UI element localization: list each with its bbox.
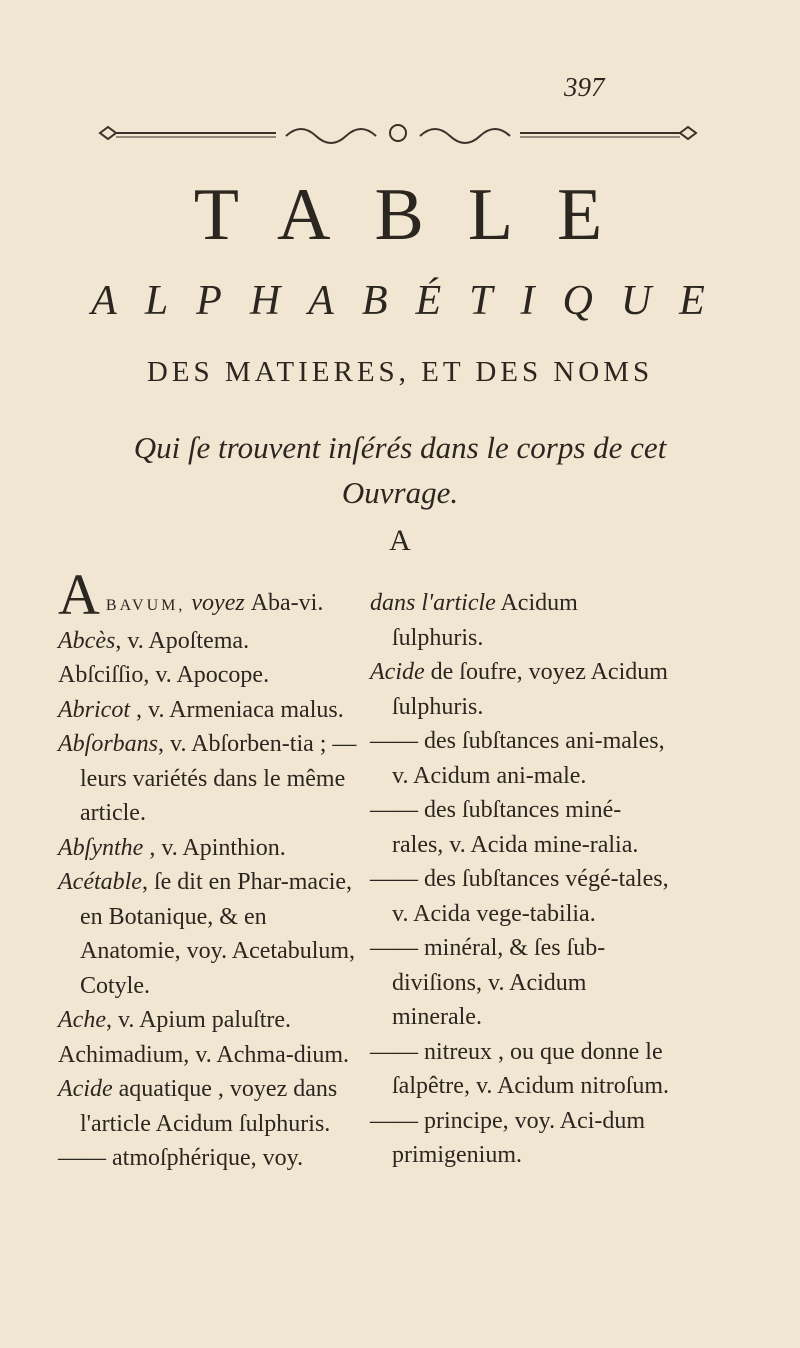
index-entry: Abricot , v. Armeniaca malus.	[58, 696, 344, 723]
index-entry: —— des ſubſtances ani-males, v. Acidum ani-male.	[370, 728, 665, 789]
section-letter: A	[389, 524, 411, 557]
index-column-right	[370, 586, 670, 1173]
page-number: 397	[564, 72, 605, 102]
index-entry: —— des ſubſtances végé-tales, v. Acida vege-tabilia.	[370, 866, 669, 927]
index-entry: —— nitreux , ou que donne le ſalpêtre, v. Acidum nitroſum.	[370, 1038, 670, 1099]
page-title: TABLE	[193, 174, 647, 256]
index-entry: Abſynthe , v. Apinthion.	[58, 834, 286, 861]
index-entry: dans l'article Acidum ſulphuris.	[370, 590, 578, 651]
index-entry: Achimadium, v. Achma-dium.	[58, 1041, 350, 1068]
index-entry: Abcès, v. Apoſtema.	[58, 627, 250, 654]
decorative-rule-ornament	[96, 118, 700, 148]
index-entry: —— atmoſphérique, voy.	[58, 1145, 304, 1171]
page-subtitle: ALPHABÉTIQUE	[91, 278, 733, 324]
index-entry: Acétable, ſe dit en Phar-macie, en Botanique, & en Anatomie, voy. Acetabulum, Cotyle.	[58, 869, 356, 999]
index-entry: Ache, v. Apium paluſtre.	[58, 1007, 292, 1033]
index-entry: Abſorbans, v. Abſorben-tia ; — leurs variétés dans le même article.	[58, 731, 357, 826]
index-entry: —— principe, voy. Aci-dum primigenium.	[370, 1107, 646, 1168]
intro-text: Qui ſe trouvent inſérés dans le corps de cet Ouvrage.	[133, 430, 667, 510]
index-entry: Abſciſſio, v. Apocope.	[58, 662, 270, 688]
index-entry: A BAVUM, voyez Aba-vi.	[58, 562, 324, 627]
drop-cap: A	[58, 562, 100, 627]
index-entry: Acide aquatique , voyez dans l'article Acidum ſulphuris.	[58, 1076, 338, 1137]
index-entry: —— minéral, & ſes ſub-diviſions, v. Acidum minerale.	[370, 935, 606, 1030]
index-entry: —— des ſubſtances miné-rales, v. Acida mine-ralia.	[370, 797, 639, 858]
section-heading: DES MATIERES, ET DES NOMS	[146, 356, 654, 388]
index-entry: Acide de ſoufre, voyez Acidum ſulphuris.	[370, 659, 668, 720]
index-column-left	[58, 562, 358, 1176]
